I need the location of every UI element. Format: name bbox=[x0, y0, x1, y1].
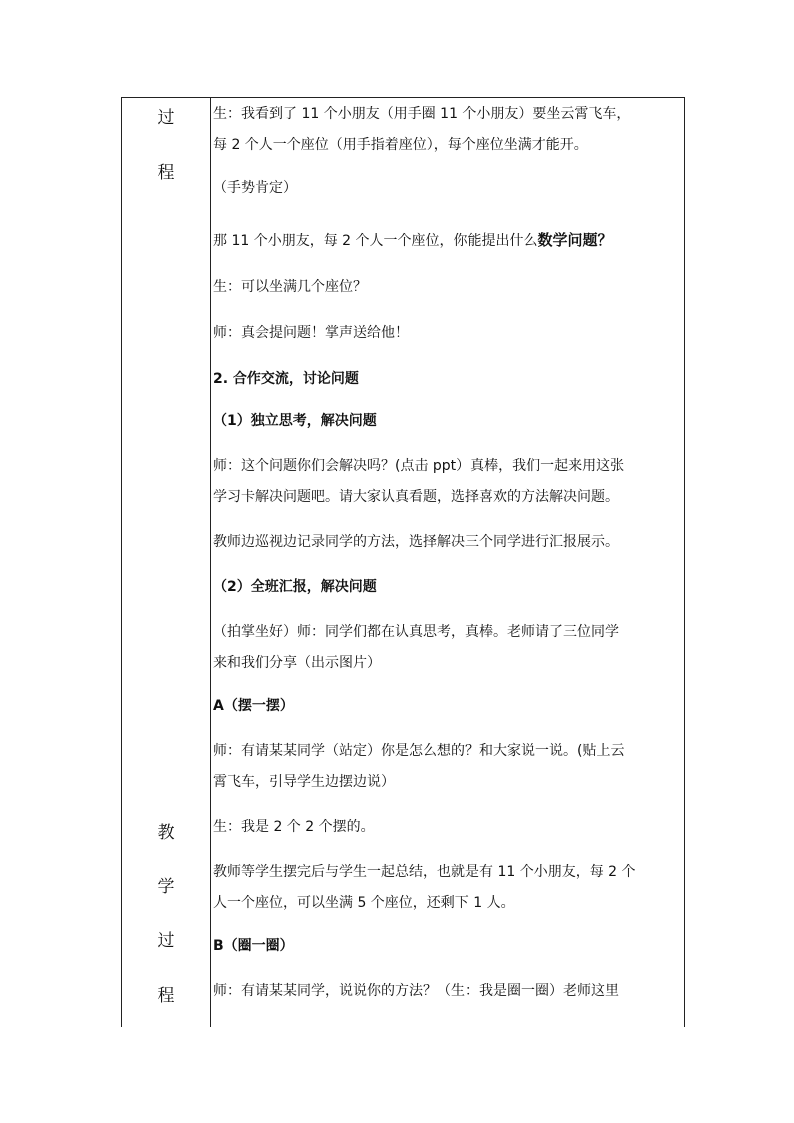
section-heading: 2. 合作交流，讨论问题 bbox=[213, 371, 359, 387]
paragraph-line: 师：这个问题你们会解决吗？(点击 ppt）真棒，我们一起来用这张 bbox=[213, 458, 625, 474]
section-label-column bbox=[122, 98, 210, 1027]
paragraph-line: 师：有请某某同学，说说你的方法？（生：我是圈一圈）老师这里 bbox=[213, 983, 619, 999]
paragraph-line: 教师等学生摆完后与学生一起总结，也就是有 11 个小朋友，每 2 个 bbox=[213, 864, 636, 880]
section-label-char: 过 bbox=[157, 108, 175, 128]
section-label-char: 过 bbox=[157, 931, 175, 951]
subsection-heading: （1）独立思考，解决问题 bbox=[213, 413, 377, 429]
paragraph: （手势肯定） bbox=[213, 180, 297, 196]
paragraph-line: 霄飞车，引导学生边摆边说） bbox=[213, 774, 395, 790]
table-column-divider bbox=[210, 97, 211, 1027]
question-paragraph bbox=[213, 230, 683, 251]
method-heading: A（摆一摆） bbox=[213, 698, 294, 714]
paragraph: 教师边巡视边记录同学的方法，选择解决三个同学进行汇报展示。 bbox=[213, 534, 619, 550]
paragraph-line: 来和我们分享（出示图片） bbox=[213, 655, 381, 671]
paragraph: 生：可以坐满几个座位？ bbox=[213, 279, 367, 295]
paragraph-line: 学习卡解决问题吧。请大家认真看题，选择喜欢的方法解决问题。 bbox=[213, 489, 619, 505]
method-heading: B（圈一圈） bbox=[213, 938, 294, 954]
section-label-char: 程 bbox=[157, 163, 175, 183]
paragraph-line: （拍掌坐好）师：同学们都在认真思考，真棒。老师请了三位同学 bbox=[213, 624, 619, 640]
question-text: 那 11 个小朋友，每 2 个人一个座位，你能提出什么 bbox=[213, 233, 538, 249]
paragraph: 师：真会提问题！掌声送给他！ bbox=[213, 325, 409, 341]
table-border-right bbox=[684, 97, 685, 1027]
paragraph-line: 生：我看到了 11 个小朋友（用手圈 11 个小朋友）要坐云霄飞车， bbox=[213, 106, 631, 122]
paragraph-line: 师：有请某某同学（站定）你是怎么想的？和大家说一说。(贴上云 bbox=[213, 743, 625, 759]
subsection-heading: （2）全班汇报，解决问题 bbox=[213, 579, 377, 595]
paragraph-line: 每 2 个人一个座位（用手指着座位），每个座位坐满才能开。 bbox=[213, 137, 588, 153]
section-label-char: 教 bbox=[157, 823, 175, 843]
question-emphasis: 数学问题？ bbox=[537, 231, 613, 249]
paragraph-line: 人一个座位，可以坐满 5 个座位，还剩下 1 人。 bbox=[213, 895, 515, 911]
section-label-char: 学 bbox=[157, 877, 175, 897]
section-label-char: 程 bbox=[157, 986, 175, 1006]
paragraph: 生：我是 2 个 2 个摆的。 bbox=[213, 819, 375, 835]
